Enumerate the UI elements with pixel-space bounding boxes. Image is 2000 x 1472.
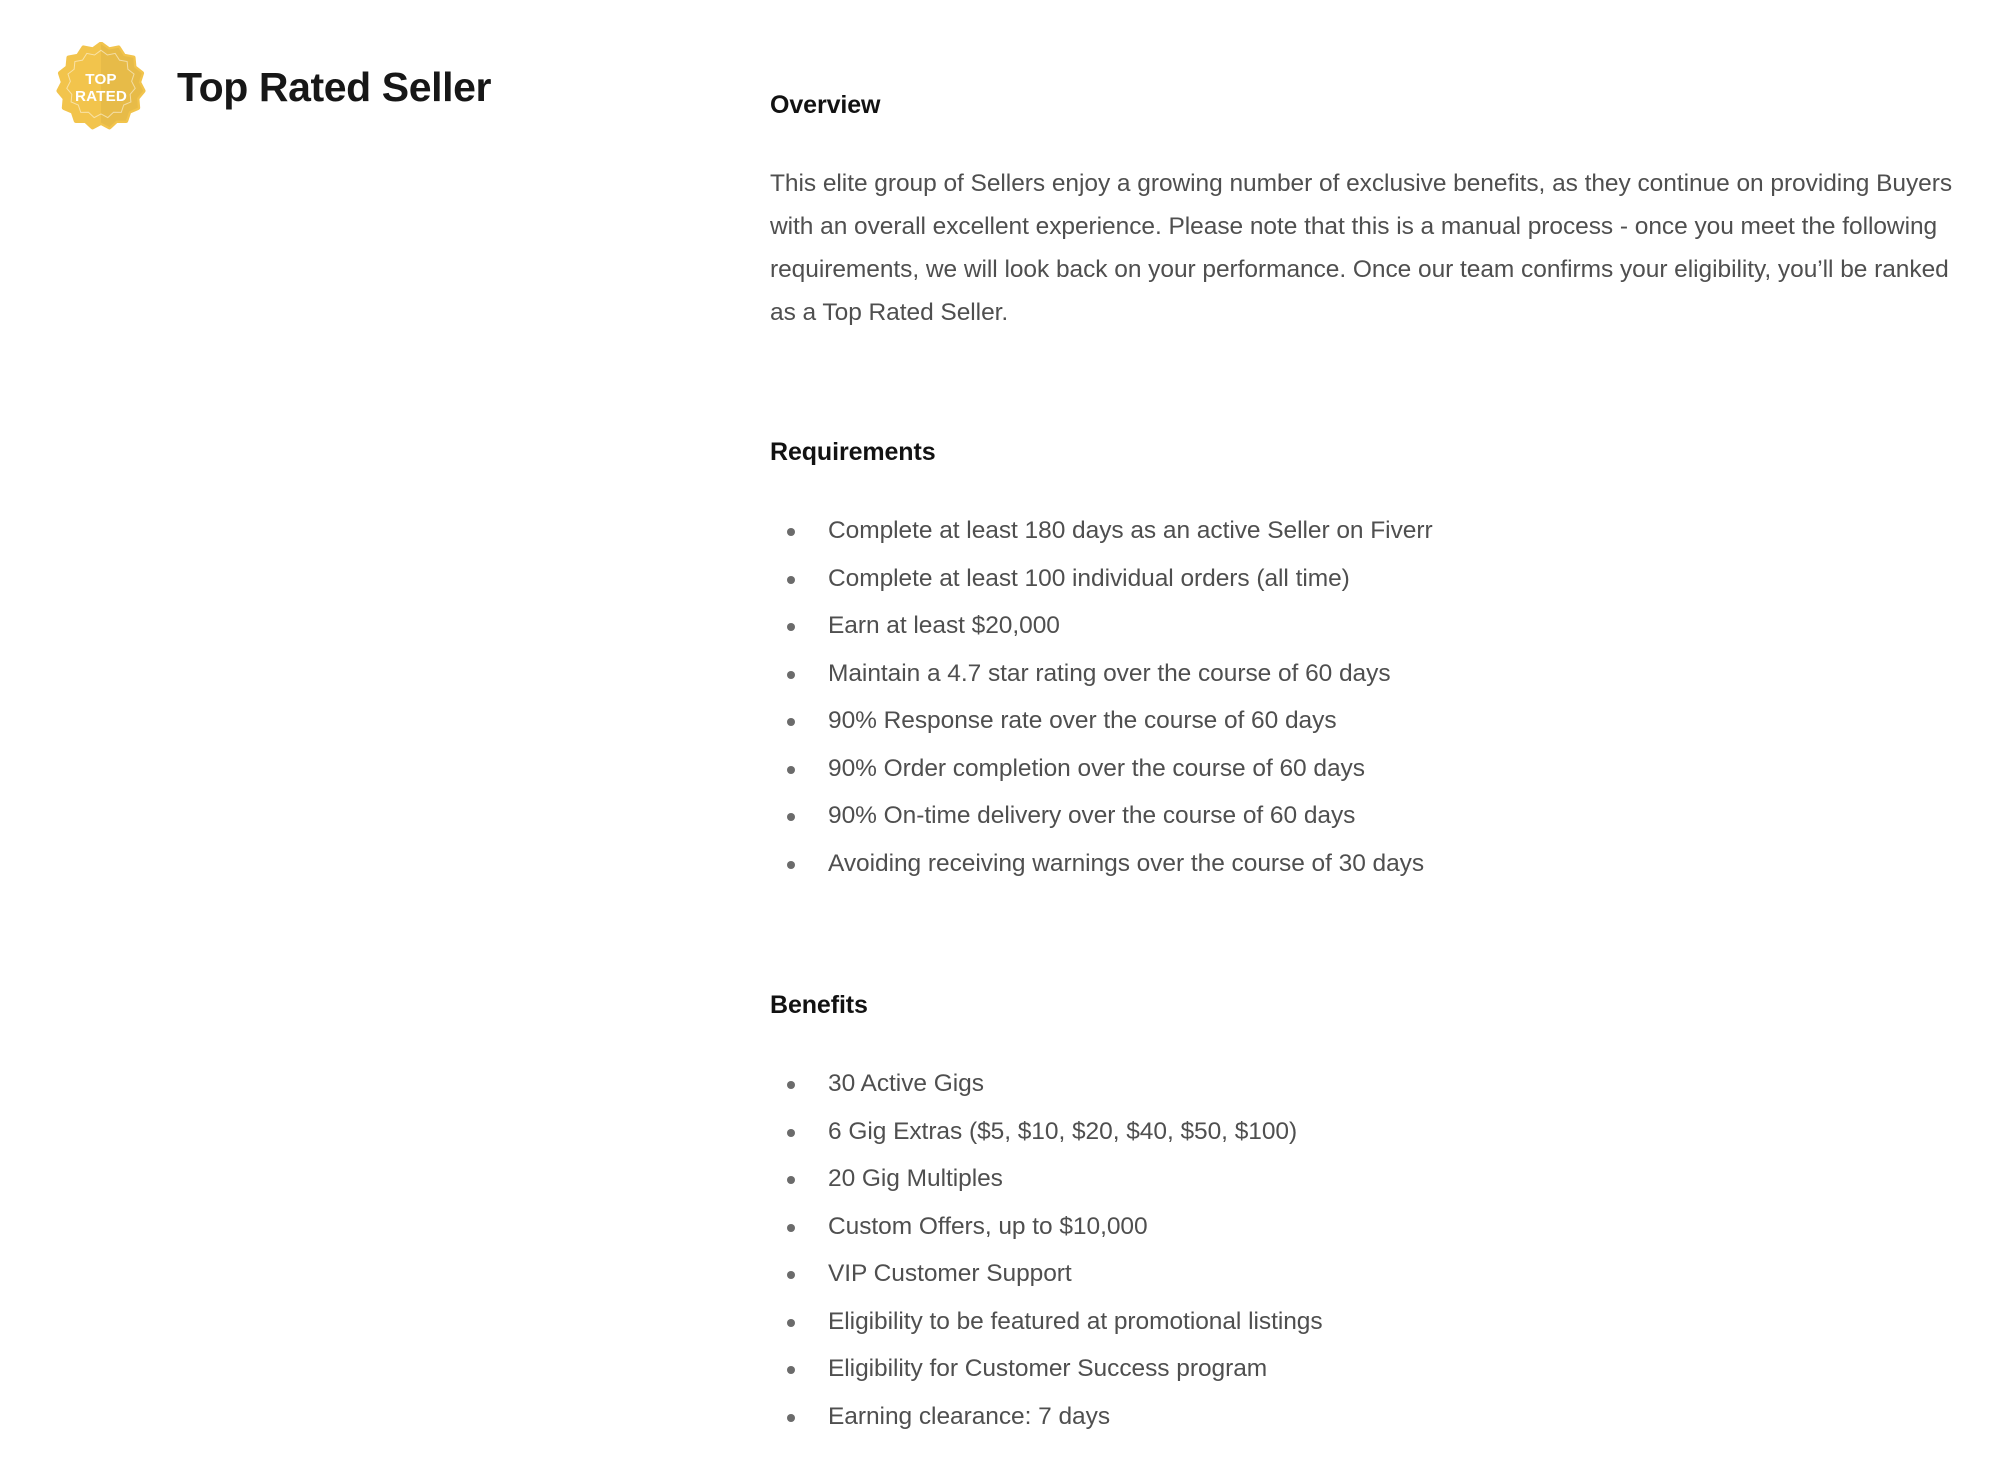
bullet-dot-icon <box>787 1176 795 1184</box>
list-item <box>770 1393 1960 1441</box>
spacer <box>770 120 1960 162</box>
bullet-dot-icon <box>787 1366 795 1374</box>
list-item-label: 90% Response rate over the course of 60 days <box>828 707 1337 734</box>
list-item <box>770 1060 1960 1108</box>
badge-text-top: TOP <box>85 70 117 88</box>
list-item-label: Avoiding receiving warnings over the course of 30 days <box>828 849 1425 877</box>
list-item-label: 90% Order completion over the course of 60 days <box>828 754 1365 782</box>
bullet-dot-icon <box>787 1129 795 1137</box>
list-item <box>770 602 1960 650</box>
list-item <box>770 840 1960 888</box>
spacer <box>770 467 1960 507</box>
list-item-label: 30 Active Gigs <box>828 1070 984 1097</box>
list-item-label: 6 Gig Extras ($5, $10, $20, $40, $50, $100) <box>828 1117 1298 1145</box>
bullet-dot-icon <box>787 1224 795 1232</box>
spacer <box>770 1020 1960 1060</box>
list-item <box>770 650 1960 698</box>
list-item-label: Complete at least 180 days as an active Seller on Fiverr <box>828 517 1433 544</box>
benefits-heading: Benefits <box>770 991 868 1019</box>
list-item-label: Custom Offers, up to $10,000 <box>828 1212 1148 1240</box>
list-item-label: VIP Customer Support <box>828 1260 1072 1287</box>
requirements-heading: Requirements <box>770 438 936 466</box>
list-item-label: Earning clearance: 7 days <box>828 1402 1111 1430</box>
list-item <box>770 1298 1960 1346</box>
list-item <box>770 1250 1960 1298</box>
requirements-list <box>770 507 1960 887</box>
list-item-label: Eligibility to be featured at promotional listings <box>828 1307 1323 1335</box>
bullet-dot-icon <box>787 1319 795 1327</box>
list-item-label: 90% On-time delivery over the course of 60 days <box>828 802 1356 829</box>
list-item <box>770 792 1960 840</box>
list-item-label: Eligibility for Customer Success program <box>828 1355 1268 1382</box>
bullet-dot-icon <box>787 671 795 679</box>
benefits-list <box>770 1060 1960 1440</box>
list-item-label: Earn at least $20,000 <box>828 612 1060 639</box>
list-item-label: Maintain a 4.7 star rating over the course of 60 days <box>828 659 1391 687</box>
list-item <box>770 555 1960 603</box>
badge-text-rated: RATED <box>74 87 128 105</box>
list-item-label: Complete at least 100 individual orders (all time) <box>828 564 1350 592</box>
bullet-dot-icon <box>787 528 795 536</box>
bullet-dot-icon <box>787 1414 795 1422</box>
bullet-dot-icon <box>787 623 795 631</box>
bullet-dot-icon <box>787 813 795 821</box>
top-rated-badge-icon <box>55 42 147 134</box>
overview-paragraph: This elite group of Sellers enjoy a growing number of exclusive benefits, as they continue on providing Buyers with an overall excellent experience. Please note that this is a manual process - once you meet the following requirements, we will look back on your performance. Once our team confirms your eligibility, you’ll be ranked as a Top Rated Seller. <box>770 170 1953 326</box>
list-item-label: 20 Gig Multiples <box>828 1165 1003 1192</box>
spacer <box>770 887 1960 990</box>
bullet-dot-icon <box>787 1081 795 1089</box>
list-item <box>770 1108 1960 1156</box>
list-item <box>770 1155 1960 1203</box>
bullet-dot-icon <box>787 861 795 869</box>
list-item <box>770 697 1960 745</box>
bullet-dot-icon <box>787 718 795 726</box>
overview-heading: Overview <box>770 91 881 119</box>
page-title: Top Rated Seller <box>177 64 492 111</box>
bullet-dot-icon <box>787 766 795 774</box>
list-item <box>770 1345 1960 1393</box>
page-header <box>55 38 491 138</box>
bullet-dot-icon <box>787 576 795 584</box>
bullet-dot-icon <box>787 1271 795 1279</box>
spacer <box>770 334 1960 437</box>
content-column <box>770 90 1960 1440</box>
list-item <box>770 507 1960 555</box>
list-item <box>770 745 1960 793</box>
list-item <box>770 1203 1960 1251</box>
